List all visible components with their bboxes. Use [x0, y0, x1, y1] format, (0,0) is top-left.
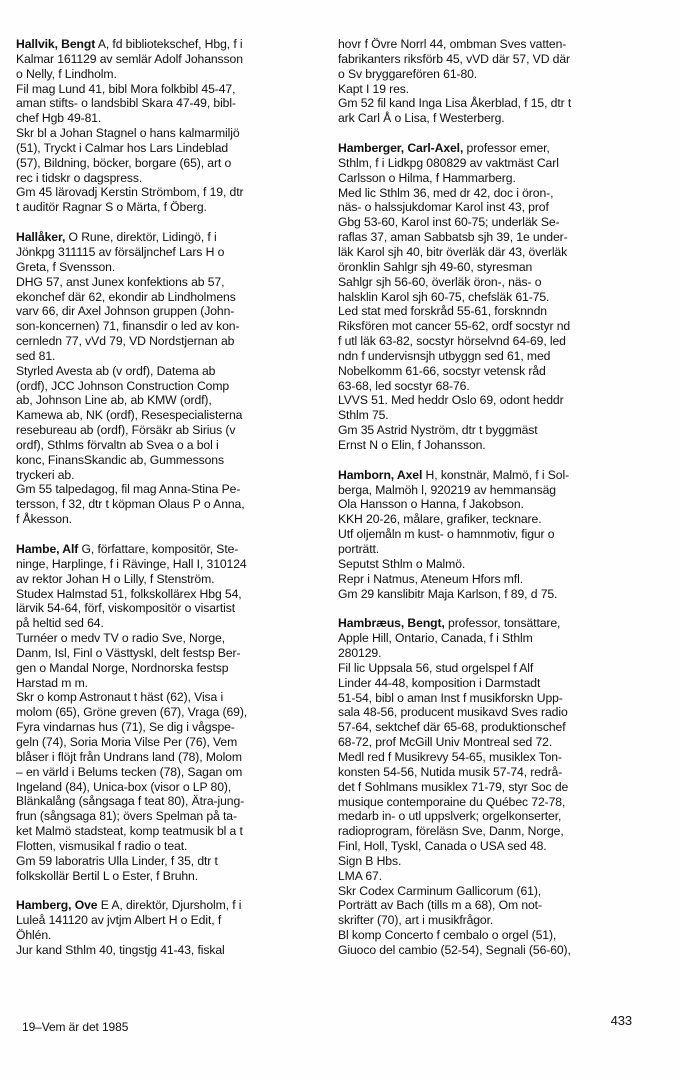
entry-first-line	[338, 616, 638, 631]
entry-text-line: Fil mag Lund 41, bibl Mora folkbibl 45-47,	[16, 81, 236, 96]
entry-text-line: DHG 57, anst Junex konfektions ab 57,	[16, 274, 225, 289]
entry-text-line: Jönkpg 311115 av försäljnchef Lars H o	[16, 244, 225, 259]
entry-text-line: varv 66, dir Axel Johnson gruppen (John-	[16, 304, 235, 319]
entry-text-line: 63-68, led socstyr 68-76.	[338, 378, 470, 393]
entry-text-line: 57-64, sektchef där 65-68, produktionschef	[338, 720, 566, 735]
entry-name: Hamberger, Carl-Axel,	[338, 141, 464, 156]
entry-text-line: Repr i Natmus, Ateneum Hfors mfl.	[338, 571, 523, 586]
footer-running-title: 19–Vem är det 1985	[22, 1020, 129, 1034]
entry-text-line: ab, Johnson Line ab, ab KMW (ordf),	[16, 393, 212, 408]
entry-text-line: frun (sångsaga 81); övers Spelman på ta-	[16, 809, 237, 824]
entry-text-line: Studex Halmstad 51, folkskollärex Hbg 54,	[16, 586, 242, 601]
entry-text-line: Riksfören mot cancer 55-62, ordf socstyr nd	[338, 319, 571, 334]
entry-text-line: Gm 59 laboratris Ulla Linder, f 35, dtr t	[16, 853, 218, 868]
entry-text-line: Turnéer o medv TV o radio Sve, Norge,	[16, 631, 226, 646]
entry-text-line: Nobelkomm 61-66, socstyr vetensk råd	[338, 363, 546, 378]
entry-text-line: öronklin Sahlgr sjh 49-60, styresman	[338, 259, 533, 274]
entry-text-line: KKH 20-26, målare, grafiker, tecknare.	[338, 512, 542, 527]
page-number: 433	[610, 1013, 632, 1028]
entry-text-line: o Sv bryggarefören 61-80.	[338, 66, 478, 81]
entry-text-line: aman stifts- o landsbibl Skara 47-49, bibl-	[16, 96, 236, 111]
entry-text-line: Apple Hill, Ontario, Canada, f i Sthlm	[338, 631, 533, 646]
entry-text-line: Gbg 53-60, Karol inst 60-75; underläk Se-	[338, 215, 560, 230]
entry-first-line-text: E A, direktör, Djursholm, f i	[97, 898, 242, 913]
entry-text-line: Med lic Sthlm 36, med dr 42, doc i öron-,	[338, 185, 554, 200]
entry-text-line: folkskollär Bertil L o Ester, f Bruhn.	[16, 868, 199, 883]
entry-text-line: Utf oljemåln m kust- o hamnmotiv, figur o	[338, 527, 555, 542]
right-column	[338, 37, 638, 958]
entry-text-line: f utl läk 63-82, socstyr hörselvnd 64-69, led	[338, 334, 566, 349]
entry-text-line: näs- o halssjukdomar Karol inst 43, prof	[338, 200, 549, 215]
entry-text-line: Seputst Sthlm o Malmö.	[338, 556, 466, 571]
entry-first-line-text: O Rune, direktör, Lidingö, f i	[65, 230, 217, 245]
entry-text-line: ordf), Sthlms förvaltn ab Svea o a bol i	[16, 437, 219, 452]
entry-text-line: rec i tidskr o dagspress.	[16, 170, 143, 185]
entry-text-line: Gm 52 fil kand Inga Lisa Åkerblad, f 15, dtr t	[338, 96, 572, 111]
entry-text-line: molom (65), Gröne greven (67), Vraga (69),	[16, 705, 248, 720]
entry-separator	[16, 527, 321, 542]
entry-first-line	[16, 542, 321, 557]
entry-text-line: – en värld i Belums tecken (78), Sagan om	[16, 764, 243, 779]
entry-text-line: Skr Codex Carminum Gallicorum (61),	[338, 883, 542, 898]
biography-entry	[338, 616, 638, 957]
biography-entry	[16, 898, 321, 957]
entry-text-line: sed 81.	[16, 348, 56, 363]
entry-first-line-text: G, författare, kompositör, Ste-	[78, 542, 239, 556]
entry-text-line: konsten 54-56, Nutida musik 57-74, redrå-	[338, 764, 563, 779]
entry-text-line: berga, Malmöh l, 920219 av hemmansäg	[338, 482, 556, 497]
entry-text-line: Ola Hansson o Hanna, f Jakobson.	[338, 497, 524, 512]
biography-entry	[338, 37, 638, 126]
entry-text-line: f Åkesson.	[16, 512, 72, 527]
entry-text-line: Carlsson o Hilma, f Hammarberg.	[338, 170, 516, 185]
entry-text-line: raflas 37, aman Sabbatsb sjh 39, 1e under-	[338, 230, 568, 245]
entry-text-line: Sthlm 75.	[338, 408, 389, 423]
entry-separator	[16, 883, 321, 898]
entry-text-line: gen o Mandal Norge, Nordnorska festsp	[16, 660, 229, 675]
entry-first-line	[338, 468, 638, 483]
entry-text-line: Giuoco del cambio (52-54), Segnali (56-60),	[338, 942, 571, 957]
entry-text-line: Luleå 141120 av jvtjm Albert H o Edit, f	[16, 913, 222, 928]
entry-text-line: Blänkalång (sångsaga f teat 80), Ätra-jung-	[16, 794, 245, 809]
entry-text-line: fabrikanters riksförb 45, vVD där 57, VD där	[338, 51, 571, 66]
entry-text-line: halsklin Karol sjh 60-75, chefsläk 61-75.	[338, 289, 550, 304]
entry-name: Hamborn, Axel	[338, 467, 423, 482]
entry-first-line	[16, 37, 321, 52]
entry-text-line: Led stat med forskråd 55-61, forsknndn	[338, 304, 547, 319]
entry-separator	[338, 601, 638, 616]
biography-entry	[16, 37, 321, 215]
biography-entry	[16, 230, 321, 527]
biography-entry	[16, 542, 321, 883]
entry-text-line: Ernst N o Elin, f Johansson.	[338, 437, 486, 452]
entry-first-line	[16, 898, 321, 913]
entry-text-line: Kapt I 19 res.	[338, 81, 410, 96]
entry-text-line: det f Sohlmans musiklex 71-79, styr Soc de	[338, 779, 569, 794]
entry-text-line: ket Malmö stadsteat, komp teatmusik bl a t	[16, 824, 243, 839]
entry-text-line: tersson, f 32, dtr t köpman Olaus P o Anna,	[16, 497, 245, 512]
entry-name: Hambræus, Bengt,	[338, 616, 445, 631]
entry-first-line-text: H, konstnär, Malmö, f i Sol-	[422, 467, 570, 482]
entry-text-line: Finl, Holl, Tyskl, Canada o USA sed 48.	[338, 839, 547, 854]
entry-first-line-text: professor, tonsättare,	[444, 616, 561, 631]
entry-text-line: Kamewa ab, NK (ordf), Resespecialisterna	[16, 408, 243, 423]
entry-first-line-text: professor emer,	[463, 141, 550, 156]
entry-text-line: ark Carl Å o Lisa, f Westerberg.	[338, 111, 505, 126]
entry-text-line: Bl komp Concerto f cembalo o orgel (51),	[338, 928, 557, 943]
entry-separator	[16, 215, 321, 230]
entry-text-line: musique contemporaine du Québec 72-78,	[338, 794, 566, 809]
entry-text-line: Linder 44-48, komposition i Darmstadt	[338, 675, 541, 690]
entry-text-line: (51), Tryckt i Calmar hos Lars Lindeblad	[16, 140, 229, 155]
entry-text-line: hovr f Övre Norrl 44, ombman Sves vatten-	[338, 37, 567, 51]
entry-text-line: Sahlgr sjh 56-60, överläk öron-, näs- o	[338, 274, 542, 289]
entry-text-line: geln (74), Soria Moria Vilse Per (76), Vem	[16, 734, 238, 749]
entry-name: Hambe, Alf	[16, 542, 79, 556]
entry-text-line: Styrled Avesta ab (v ordf), Datema ab	[16, 363, 216, 378]
biography-entry	[338, 468, 638, 602]
entry-text-line: (ordf), JCC Johnson Construction Comp	[16, 378, 230, 393]
entry-text-line: konc, FinansSkandic ab, Gummessons	[16, 452, 224, 467]
entry-text-line: Medl red f Musikrevy 54-65, musiklex Ton-	[338, 749, 562, 764]
entry-text-line: 280129.	[338, 646, 382, 661]
entry-text-line: Sthlm, f i Lidkpg 080829 av vaktmäst Carl	[338, 155, 559, 170]
entry-text-line: Fyra vindarnas hus (71), Se dig i vågspe-	[16, 720, 235, 735]
entry-name: Hallvik, Bengt	[16, 37, 96, 51]
entry-separator	[338, 126, 638, 141]
entry-text-line: 68-72, prof McGill Univ Montreal sed 72.	[338, 735, 553, 750]
entry-text-line: Gm 29 kanslibitr Maja Karlson, f 89, d 75.	[338, 586, 558, 601]
entry-text-line: Fil lic Uppsala 56, stud orgelspel f Alf	[338, 660, 534, 675]
entry-text-line: Harstad m m.	[16, 675, 88, 690]
entry-text-line: ndn f undervisnsjh utbyggn sed 61, med	[338, 348, 551, 363]
entry-text-line: sala 48-56, producent musikavd Sves radio	[338, 705, 568, 720]
entry-text-line: blåser i flöjt från Undrans land (78), Molom	[16, 749, 242, 764]
entry-text-line: Sign B Hbs.	[338, 853, 402, 868]
entry-text-line: Skr bl a Johan Stagnel o hans kalmarmiljö	[16, 126, 240, 141]
left-column	[16, 37, 321, 958]
entry-text-line: resebureau ab (ordf), Försäkr ab Sirius (v	[16, 423, 236, 438]
entry-text-line: på heltid sed 64.	[16, 616, 104, 631]
entry-text-line: Gm 35 Astrid Nyström, dtr t byggmäst	[338, 423, 538, 438]
entry-text-line: Kalmar 161129 av semlär Adolf Johansson	[16, 51, 243, 66]
biography-entry	[338, 141, 638, 453]
entry-text-line: Danm, Isl, Finl o Västtyskl, delt festsp Ber-	[16, 645, 241, 660]
entry-name: Hallåker,	[16, 230, 66, 245]
entry-text-line: LVVS 51. Med heddr Oslo 69, odont heddr	[338, 393, 564, 408]
entry-text-line: (57), Bildning, böcker, borgare (65), art o	[16, 155, 232, 170]
entry-text-line: t auditör Ragnar S o Märta, f Öberg.	[16, 200, 207, 215]
entry-text-line: Jur kand Sthlm 40, tingstjg 41-43, fiskal	[16, 942, 225, 957]
entry-text-line: chef Hgb 49-81.	[16, 111, 102, 126]
entry-text-line: LMA 67.	[338, 868, 383, 883]
entry-text-line: skrifter (70), art i musikfrågor.	[338, 913, 494, 928]
entry-first-line-text: A, fd bibliotekschef, Hbg, f i	[95, 37, 243, 51]
entry-text-line: av rektor Johan H o Lilly, f Stenström.	[16, 571, 215, 586]
entry-text-line: Greta, f Svensson.	[16, 259, 116, 274]
entry-text-line: läk Karol sjh 40, bitr överläk där 43, överläk	[338, 244, 568, 259]
entry-text-line: 51-54, bibl o aman Inst f musikforskn Upp-	[338, 690, 563, 705]
entry-text-line: son-koncernen) 71, finansdir o led av kon-	[16, 319, 240, 334]
entry-text-line: Öhlén.	[16, 928, 52, 943]
entry-text-line: Flotten, vismusikal f radio o teat.	[16, 838, 188, 853]
entry-text-line: o Nelly, f Lindholm.	[16, 66, 117, 81]
entry-text-line: medarb in- o utl uppslverk; orgelkonserter,	[338, 809, 562, 824]
entry-text-line: ekonchef där 62, ekondir ab Lindholmens	[16, 289, 236, 304]
entry-text-line: radioprogram, föreläsn Sve, Danm, Norge,	[338, 824, 564, 839]
entry-first-line	[16, 230, 321, 245]
entry-text-line: Ingeland (84), Unica-box (visor o LP 80),	[16, 779, 232, 794]
entry-text-line: tryckeri ab.	[16, 467, 75, 482]
entry-text-line: porträtt.	[338, 542, 380, 556]
entry-text-line: ninge, Harplinge, f i Rävinge, Hall I, 310124	[16, 556, 247, 571]
entry-first-line	[338, 141, 638, 156]
entry-text-line: Gm 55 talpedagog, fil mag Anna-Stina Pe-	[16, 482, 241, 497]
entry-text-line: cernledn 77, vVd 79, VD Nordstjernan ab	[16, 334, 235, 349]
entry-separator	[338, 453, 638, 468]
entry-text-line: lärvik 54-64, förf, viskompositör o visartist	[16, 601, 236, 616]
entry-name: Hamberg, Ove	[16, 898, 98, 913]
entry-text-line: Porträtt av Bach (tills m a 68), Om not-	[338, 898, 542, 913]
entry-text-line: Skr o komp Astronaut t häst (62), Visa i	[16, 690, 224, 705]
entry-text-line: Gm 45 lärovadj Kerstin Strömbom, f 19, dtr	[16, 185, 244, 200]
